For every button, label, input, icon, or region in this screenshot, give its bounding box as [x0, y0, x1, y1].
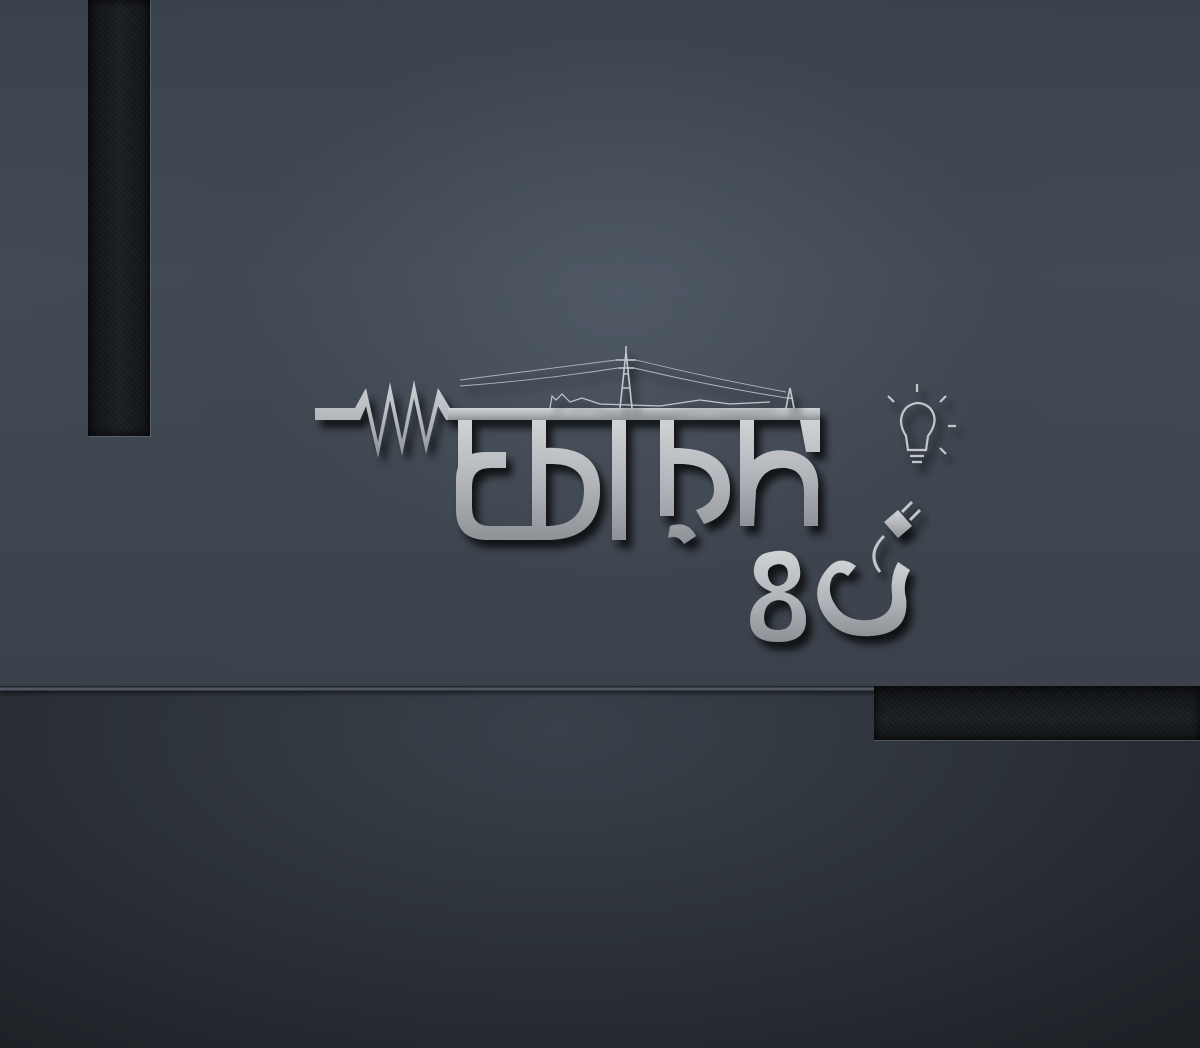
ledge-edge	[0, 686, 876, 691]
letter-ba-shape	[532, 420, 600, 540]
letter-ne-shape	[740, 420, 820, 526]
brand-logo	[300, 340, 960, 640]
power-tower-icon	[460, 346, 794, 408]
horizontal-recess	[874, 686, 1200, 740]
digit-four-shape	[750, 551, 806, 642]
letter-ru-shape	[660, 420, 730, 544]
waveform-icon	[315, 380, 455, 458]
logo-graphic	[300, 340, 960, 640]
letter-aa-shape	[612, 420, 626, 540]
light-bulb-icon	[888, 384, 956, 462]
logo-top-bar	[448, 408, 820, 420]
letter-na-shape	[456, 420, 532, 540]
vertical-recess	[88, 0, 150, 436]
plug-icon	[874, 502, 920, 572]
digit-six-shape	[817, 560, 910, 636]
floor-panel	[0, 690, 1200, 1048]
